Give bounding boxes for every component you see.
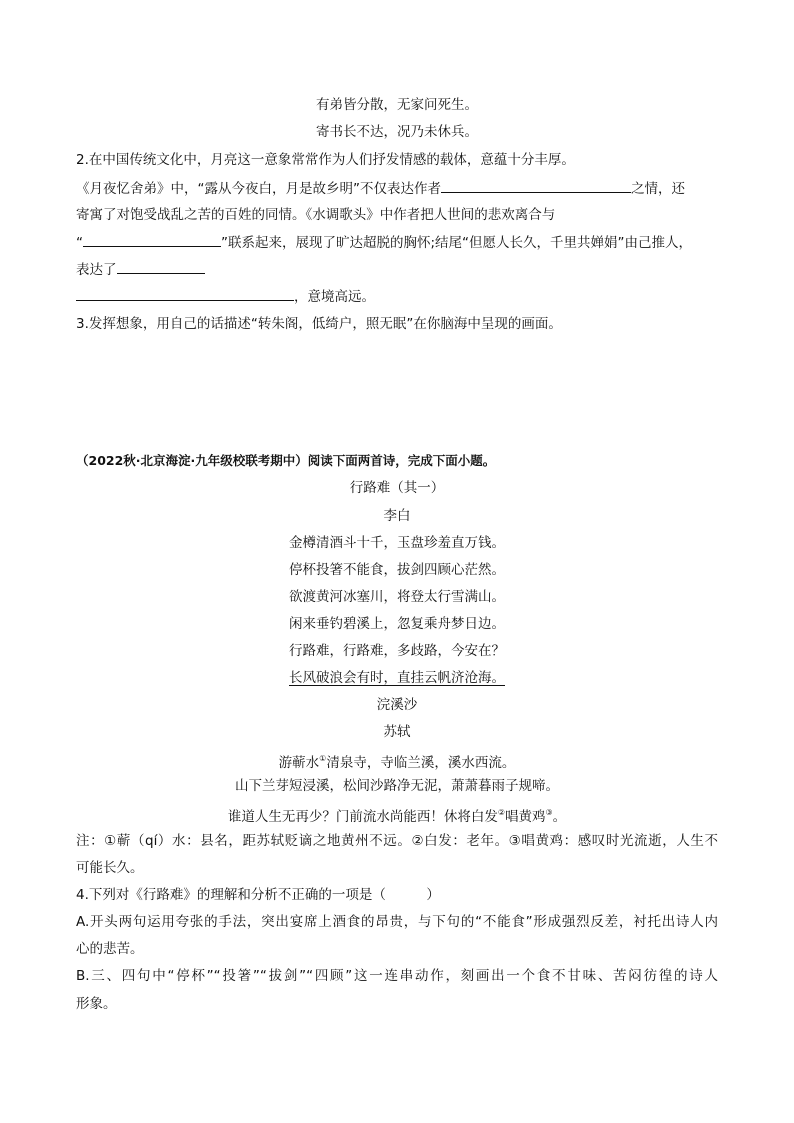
option-b-cont: 形象。 <box>76 996 117 1012</box>
poem-author: 苏轼 <box>383 724 411 740</box>
question-2-line <box>76 179 685 198</box>
answer-blank[interactable] <box>83 233 221 247</box>
question-2-line: 寄寓了对饱受战乱之苦的百姓的同情。《水调歌头》中作者把人世间的悲欢离合与 <box>76 207 556 223</box>
answer-blank[interactable] <box>117 260 205 274</box>
question-text: “ <box>76 235 83 251</box>
poem-text: 。 <box>552 809 567 825</box>
question-text: ”联系起来，展现了旷达超脱的胸怀;结尾“但愿人长久，千里共婵娟”由己推人， <box>221 235 693 251</box>
poem-title: 行路难（其一） <box>349 480 445 496</box>
poem-line: 闲来垂钓碧溪上，忽复乘舟梦日边。 <box>289 616 505 632</box>
question-2-line <box>76 233 692 252</box>
poem-text: 唱黄鸡 <box>505 809 546 825</box>
answer-blank[interactable] <box>76 287 294 301</box>
note-marker: ③ <box>545 808 553 817</box>
note-marker: ② <box>497 808 505 817</box>
question-text: 之情，还 <box>631 181 685 197</box>
poem-line: 寄书长不达，况乃未休兵。 <box>316 124 478 140</box>
annotation-note: 注：①蕲（qí）水：县名，距苏轼贬谪之地黄州不远。②白发：老年。③唱黄鸡：感叹时光流逝，人生不 <box>76 833 718 849</box>
question-text: ，意境高远。 <box>294 289 375 305</box>
option-a[interactable]: A.开头两句运用夸张的手法，突出宴席上酒食的昂贵，与下句的“不能食”形成强烈反差，衬托出诗人内 <box>76 914 718 930</box>
poem-line-underlined <box>0 669 794 687</box>
answer-blank[interactable] <box>441 179 631 193</box>
poem-line: 山下兰芽短浸溪，松间沙路净无泥，萧萧暮雨子规啼。 <box>235 778 559 794</box>
question-text: 表达了 <box>76 262 117 278</box>
poem-line: 有弟皆分散，无家问死生。 <box>316 97 478 113</box>
question-2-line <box>76 260 205 279</box>
underlined-text: 长风破浪会有时，直挂云帆济沧海。 <box>289 670 505 686</box>
option-a-cont: 心的悲苦。 <box>76 941 144 957</box>
poem-text: 清泉寺，寺临兰溪，溪水西流。 <box>326 755 516 771</box>
poem-title: 浣溪沙 <box>376 697 418 713</box>
question-2-line <box>76 287 375 306</box>
poem-line: 行路难，行路难，多歧路，今安在？ <box>289 643 505 659</box>
poem-text: 谁道人生无再少？门前流水尚能西！休将白发 <box>227 809 498 825</box>
poem-line <box>0 804 794 826</box>
question-3-stem: 3.发挥想象，用自己的话描述“转朱阁，低绮户，照无眠”在你脑海中呈现的画面。 <box>76 316 562 332</box>
poem-text: 游蕲水 <box>278 755 320 771</box>
question-2-stem: 2.在中国传统文化中，月亮这一意象常常作为人们抒发情感的载体，意蕴十分丰厚。 <box>76 152 575 168</box>
question-4-stem: 4.下列对《行路难》的理解和分析不正确的一项是（ ） <box>76 887 440 903</box>
question-text: 《月夜忆舍弟》中，“露从今夜白，月是故乡明”不仅表达作者 <box>76 181 441 197</box>
poem-line <box>0 750 794 772</box>
note-marker: ① <box>319 754 327 763</box>
poem-author: 李白 <box>383 508 411 524</box>
poem-line: 欲渡黄河冰塞川，将登太行雪满山。 <box>289 589 505 605</box>
option-b[interactable]: B.三、四句中“停杯”“投箸”“拔剑”“四顾”这一连串动作，刻画出一个食不甘味、苦闷彷徨的诗人 <box>76 968 718 984</box>
poem-line: 金樽清酒斗十千，玉盘珍羞直万钱。 <box>289 535 505 551</box>
section-intro: （2022秋·北京海淀·九年级校联考期中）阅读下面两首诗，完成下面小题。 <box>76 453 496 468</box>
annotation-note: 可能长久。 <box>76 860 144 876</box>
poem-line: 停杯投箸不能食，拔剑四顾心茫然。 <box>289 562 505 578</box>
